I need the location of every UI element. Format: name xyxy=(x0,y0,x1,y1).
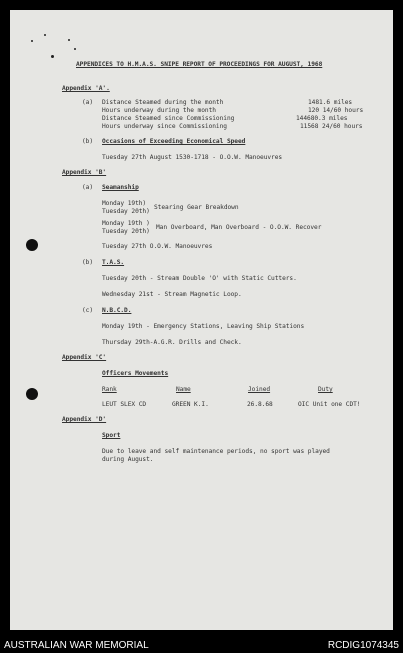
footer-bar xyxy=(0,638,403,653)
sport-text: during August. xyxy=(102,456,154,463)
ink-speck xyxy=(74,48,76,50)
footer-id: RCDIG1074345 xyxy=(327,640,399,651)
appendix-b-item-a-label: (a) xyxy=(82,184,94,191)
seamanship-heading: Seamanship xyxy=(102,184,139,191)
appendix-a-item-a-label: (a) xyxy=(82,99,94,106)
entry-text: Tuesday 27th O.O.W. Manoeuvres xyxy=(102,243,213,250)
entry-day: Monday 19th) xyxy=(102,200,147,207)
entry-text: Monday 19th - Emergency Stations, Leaving Ship Stations xyxy=(102,323,305,330)
appendix-b-item-c-label: (c) xyxy=(82,307,94,314)
column-header: Joined xyxy=(248,386,271,393)
entry-text: Thursday 29th-A.G.R. Drills and Check. xyxy=(102,339,242,346)
table-cell: GREEN K.I. xyxy=(172,401,209,408)
speed-heading: Occasions of Exceeding Economical Speed xyxy=(102,138,246,145)
entry-text: Stearing Gear Breakdown xyxy=(154,204,239,211)
appendix-d-heading: Appendix 'D' xyxy=(62,416,107,423)
appendix-a-item-b-label: (b) xyxy=(82,138,94,145)
stat-label: Hours underway during the month xyxy=(102,107,216,114)
table-cell: LEUT SLEX CD xyxy=(102,401,147,408)
punch-hole xyxy=(26,239,38,251)
stat-value: 120 14/60 hours xyxy=(308,107,364,114)
document-title: APPENDICES TO H.M.A.S. SNIPE REPORT OF PROCEEDINGS FOR AUGUST, 1968 xyxy=(76,61,323,68)
appendix-c-heading: Appendix 'C' xyxy=(62,354,107,361)
stat-value: 144680.3 miles xyxy=(296,115,348,122)
entry-text: Wednesday 21st - Stream Magnetic Loop. xyxy=(102,291,242,298)
ink-speck xyxy=(31,40,33,42)
column-header: Duty xyxy=(318,386,333,393)
sport-text: Due to leave and self maintenance periods, no sport was played xyxy=(102,448,330,455)
stat-label: Distance Steamed since Commissioning xyxy=(102,115,235,122)
stat-label: Hours underway since Commissioning xyxy=(102,123,227,130)
ink-speck xyxy=(68,39,70,41)
entry-day: Tuesday 20th) xyxy=(102,228,150,235)
entry-text: Tuesday 20th - Stream Double 'O' with Static Cutters. xyxy=(102,275,297,282)
table-cell: OIC Unit one CDT! xyxy=(298,401,361,408)
ink-speck xyxy=(51,55,54,58)
speed-entry: Tuesday 27th August 1530-1718 - O.O.W. Manoeuvres xyxy=(102,154,283,161)
entry-day: Tuesday 20th) xyxy=(102,208,150,215)
column-header: Name xyxy=(176,386,191,393)
officers-heading: Officers Movements xyxy=(102,370,169,377)
footer-credit: AUSTRALIAN WAR MEMORIAL xyxy=(4,640,149,651)
sport-heading: Sport xyxy=(102,432,121,439)
entry-text: Man Overboard, Man Overboard - O.O.W. Recover xyxy=(156,224,322,231)
table-cell: 26.8.68 xyxy=(247,401,273,408)
stat-value: 11568 24/60 hours xyxy=(300,123,363,130)
tas-heading: T.A.S. xyxy=(102,259,125,266)
column-header: Rank xyxy=(102,386,117,393)
stat-label: Distance Steamed during the month xyxy=(102,99,224,106)
stat-value: 1481.6 miles xyxy=(308,99,353,106)
nbcd-heading: N.B.C.D. xyxy=(102,307,132,314)
entry-day: Monday 19th ) xyxy=(102,220,150,227)
appendix-a-heading: Appendix 'A'. xyxy=(62,85,110,92)
punch-hole xyxy=(26,388,38,400)
ink-speck xyxy=(44,34,46,36)
appendix-b-item-b-label: (b) xyxy=(82,259,94,266)
appendix-b-heading: Appendix 'B' xyxy=(62,169,107,176)
